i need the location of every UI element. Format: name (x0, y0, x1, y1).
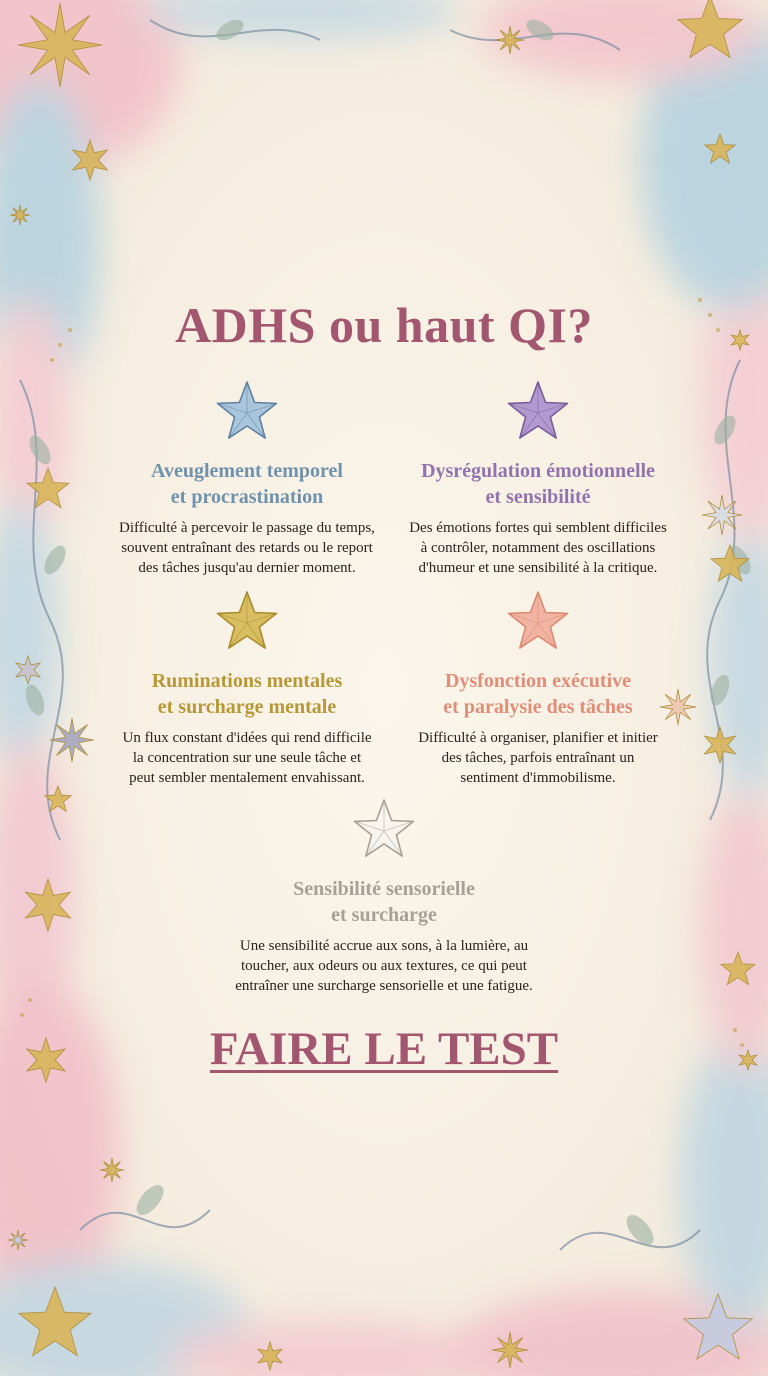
card-description (209, 936, 559, 996)
card-title (97, 668, 397, 720)
card-title-line: Dysrégulation émotionnelle (421, 460, 655, 482)
card-star-icon (351, 796, 417, 862)
card-description-line: des tâches, parfois entraînant un (441, 750, 635, 766)
card-title-line: et procrastination (170, 486, 324, 508)
card-description-line: Difficulté à percevoir le passage du temps, (119, 520, 375, 536)
card-title-line: Sensibilité sensorielle (293, 878, 475, 900)
decorative-star-icon (50, 718, 94, 762)
card-emotional-dysregulation (388, 378, 688, 578)
card-title-line: et paralysie des tâches (443, 696, 633, 718)
card-description-line: toucher, aux odeurs ou aux textures, ce qui peut (241, 958, 527, 974)
decorative-star-icon (702, 495, 742, 535)
card-mental-rumination (97, 588, 397, 788)
card-title-line: et sensibilité (485, 486, 591, 508)
card-description-line: peut sembler mentalement envahissant. (129, 770, 365, 786)
card-title (388, 668, 688, 720)
card-title (97, 458, 397, 510)
decorative-star-icon (496, 26, 524, 54)
card-description-line: à contrôler, notamment des oscillations (420, 540, 656, 556)
card-star-icon (214, 588, 280, 654)
card-description-line: Des émotions fortes qui semblent difficiles (409, 520, 667, 536)
card-title-line: et surcharge mentale (157, 696, 337, 718)
card-title-line: Dysfonction exécutive (444, 670, 632, 692)
card-description-line: d'humeur et une sensibilité à la critique. (418, 560, 658, 576)
card-executive-dysfunction (388, 588, 688, 788)
card-title (209, 876, 559, 928)
card-title (388, 458, 688, 510)
card-description (97, 518, 397, 578)
decorative-star-icon (492, 1332, 528, 1368)
card-description-line: souvent entraînant des retards ou le report (121, 540, 373, 556)
card-description-line: la concentration sur une seule tâche et (132, 750, 362, 766)
decorative-star-icon (18, 3, 102, 87)
card-title-line: Aveuglement temporel (151, 460, 343, 482)
decorative-star-icon (10, 205, 30, 225)
decorative-star-icon (8, 1230, 28, 1250)
card-description-line: Difficulté à organiser, planifier et initier (418, 730, 658, 746)
card-star-icon (505, 588, 571, 654)
card-description (388, 518, 688, 578)
card-description-line: entraîner une surcharge sensorielle et une fatigue. (235, 978, 533, 994)
card-description-line: Un flux constant d'idées qui rend difficile (122, 730, 372, 746)
card-description-line: Une sensibilité accrue aux sons, à la lumière, au (239, 938, 529, 954)
card-description (97, 728, 397, 788)
card-star-icon (505, 378, 571, 444)
card-description-line: des tâches jusqu'au dernier moment. (138, 560, 356, 576)
card-star-icon (214, 378, 280, 444)
decorative-star-icon (100, 1158, 124, 1182)
card-title-line: et surcharge (331, 904, 437, 926)
card-title-line: Ruminations mentales (151, 670, 343, 692)
card-time-blindness (97, 378, 397, 578)
card-sensory-sensitivity (209, 796, 559, 996)
card-description (388, 728, 688, 788)
card-description-line: sentiment d'immobilisme. (460, 770, 616, 786)
take-test-link[interactable]: FAIRE LE TEST (209, 1023, 559, 1075)
cta-container (0, 1022, 768, 1076)
page-title: ADHS ou haut QI? (175, 297, 593, 353)
